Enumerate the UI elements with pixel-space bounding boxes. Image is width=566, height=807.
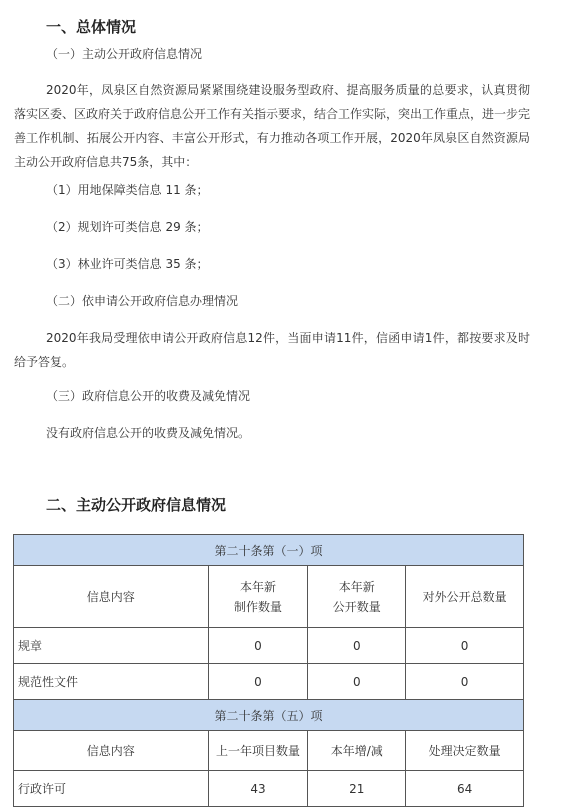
subsection-1-title: （一）主动公开政府信息情况: [46, 47, 203, 61]
cell-value: 0: [406, 664, 524, 700]
cell-value: 64: [406, 771, 524, 807]
list-item: （2）规划许可类信息 29 条；: [46, 220, 209, 234]
section-2-title: 二、主动公开政府信息情况: [46, 496, 227, 514]
subsection-2-title: （二）依申请公开政府信息办理情况: [46, 294, 239, 308]
subsection-3-title: （三）政府信息公开的收费及减免情况: [46, 389, 251, 403]
row-label: 行政许可: [14, 771, 209, 807]
table-row: [14, 771, 524, 807]
column-header-decision: 处理决定数量: [406, 731, 524, 771]
cell-value: 21: [308, 771, 406, 807]
column-header-total: 对外公开总数量: [406, 566, 524, 628]
column-header-new-public: 本年新 公开数量: [308, 566, 406, 628]
list-item: （3）林业许可类信息 35 条；: [46, 257, 209, 271]
table-block-1-header: 第二十条第（一）项: [14, 535, 524, 566]
table-block-2-header: 第二十条第（五）项: [14, 700, 524, 731]
row-label: 规范性文件: [14, 664, 209, 700]
column-header-prev-year: 上一年项目数量: [208, 731, 308, 771]
section-1-title: 一、总体情况: [46, 18, 137, 36]
column-header-info: 信息内容: [14, 731, 209, 771]
info-table: [13, 534, 524, 807]
paragraph-2: 2020年我局受理依申请公开政府信息12件，当面申请11件，信函申请1件，都按要求及时给予答复。: [14, 331, 530, 369]
table-row: [14, 664, 524, 700]
column-header-new-made: 本年新 制作数量: [208, 566, 308, 628]
column-header-info: 信息内容: [14, 566, 209, 628]
cell-value: 0: [208, 628, 308, 664]
table-row: [14, 628, 524, 664]
cell-value: 0: [208, 664, 308, 700]
paragraph-3: 没有政府信息公开的收费及减免情况。: [46, 426, 251, 440]
column-header-change: 本年增/减: [308, 731, 406, 771]
list-item: （1）用地保障类信息 11 条；: [46, 183, 209, 197]
cell-value: 43: [208, 771, 308, 807]
cell-value: 0: [308, 628, 406, 664]
paragraph-1: 2020年，凤泉区自然资源局紧紧围绕建设服务型政府、提高服务质量的总要求，认真贯彻落实区委、区政府关于政府信息公开工作有关指示要求，结合工作实际，突出工作重点，进一步完善工作机制、拓展公开内容、丰富公开形式，有力推动各项工作开展，2020年凤泉区自然资源局主动公开政府信息共75条，其中：: [14, 83, 531, 169]
cell-value: 0: [308, 664, 406, 700]
cell-value: 0: [406, 628, 524, 664]
row-label: 规章: [14, 628, 209, 664]
